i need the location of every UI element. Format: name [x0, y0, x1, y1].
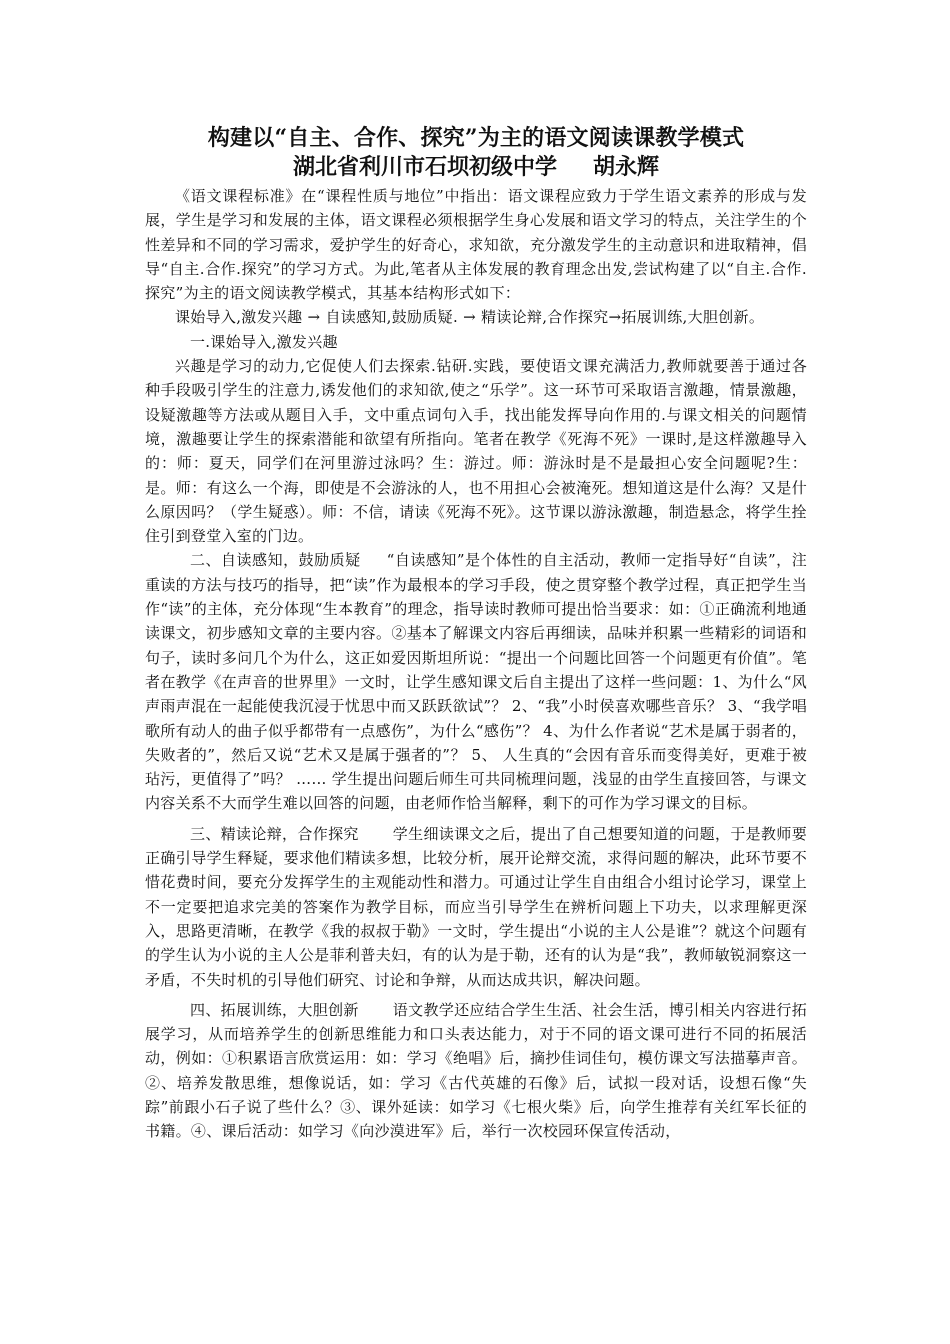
section-heading-4: 四、拓展训练，大胆创新: [190, 1000, 359, 1019]
author-name: 胡永辉: [593, 154, 660, 180]
paragraph-section-2: [145, 548, 807, 815]
school-name: 湖北省利川市石坝初级中学: [292, 154, 557, 180]
paragraph-section-1: 兴趣是学习的动力,它促使人们去探索.钻研.实践，要使语文课充满活力,教师就要善于通过各种手段吸引学生的注意力,诱发他们的求知欲,使之“乐学”。这一环节可采取语言激趣，情景激趣，设疑激趣等方法或从题目入手，文中重点词句入手，找出能发挥导向作用的.与课文相关的问题情境，激趣要让学生的探索潜能和欲望有所指向。笔者在教学《死海不死》一课时,是这样激趣导入的：师：夏天，同学们在河里游过泳吗？生：游过。师：游泳时是不是最担心安全问题呢?生：是。师：有这么一个海，即使是不会游泳的人，也不用担心会被淹死。想知道这是什么海？又是什么原因吗？（学生疑惑）。师：不信，请读《死海不死》。这节课以游泳激趣，制造悬念，将学生拴住引到登堂入室的门边。: [145, 357, 807, 546]
document-body: [145, 124, 807, 1144]
section-heading-1: 一.课始导入,激发兴趣: [190, 332, 338, 351]
section-text-3: 学生细读课文之后，提出了自己想要知道的问题，于是教师要正确引导学生释疑，要求他们精读多想，比较分析，展开论辩交流，求得问题的解决，此环节要不惜花费时间，要充分发挥学生的主观能动性和潜力。可通过让学生自由组合小组讨论学习，课堂上不一定要把追求完美的答案作为教学目标，而应当引导学生在辨析问题上下功夫，以求理解更深入，思路更清晰，在教学《我的叔叔于勒》一文时，学生提出“小说的主人公是谁”？就这个问题有的学生认为小说的主人公是菲利普夫妇，有的认为是于勒，还有的认为是“我”，教师敏锐洞察这一矛盾，不失时机的引导他们研究、讨论和争辩，从而达成共识，解决问题。: [145, 824, 807, 989]
section-text-4: 语文教学还应结合学生生活、社会生活，博引相关内容进行拓展学习，从而培养学生的创新思维能力和口头表达能力，对于不同的语文课可进行不同的拓展活动，例如：①积累语言欣赏运用：如：学习《绝唱》后，摘抄佳词佳句，模仿课文写法描摹声音。②、培养发散思维，想像说话，如：学习《古代英雄的石像》后，试拟一段对话，设想石像“失踪”前跟小石子说了些什么？③、课外延读：如学习《七根火柴》后，向学生推荐有关红军长征的书籍。④、课后活动：如学习《向沙漠进军》后，举行一次校园环保宣传活动，: [145, 1000, 807, 1141]
paragraph-section-3: [145, 822, 807, 992]
section-heading-2: 二、自读感知，鼓励质疑: [190, 551, 361, 570]
section-heading-3: 三、精读论辩，合作探究: [190, 824, 359, 843]
paragraph-structure: 课始导入,激发兴趣 → 自读感知,鼓励质疑. → 精读论辩,合作探究→拓展训练,大胆创新。: [175, 308, 765, 327]
document-title: 构建以“自主、合作、探究”为主的语文阅读课教学模式: [207, 125, 745, 151]
paragraph-intro: 《语文课程标准》在“课程性质与地位”中指出：语文课程应致力于学生语文素养的形成与发展，学生是学习和发展的主体，语文课程必须根据学生身心发展和语文学习的特点，关注学生的个性差异和不同的学习需求，爱护学生的好奇心，求知欲，充分激发学生的主动意识和进取精神，倡导“自主.合作.探究”的学习方式。为此,笔者从主体发展的教育理念出发,尝试构建了以“自主.合作.探究”为主的语文阅读教学模式，其基本结构形式如下：: [145, 187, 807, 303]
paragraph-section-4: [145, 998, 807, 1144]
author-line: [145, 153, 807, 182]
section-text-2: “自读感知”是个体性的自主活动，教师一定指导好“自读”，注重读的方法与技巧的指导，把“读”作为最根本的学习手段，使之贯穿整个教学过程，真正把学生当作“读”的主体，充分体现“生本教育”的理念，指导读时教师可提出恰当要求：如：①正确流利地通读课文，初步感知文章的主要内容。②基本了解课文内容后再细读，品味并积累一些精彩的词语和句子，读时多问几个为什么，这正如爱因斯坦所说：“提出一个问题比回答一个问题更有价值”。笔者在教学《在声音的世界里》一文时，让学生感知课文后自主提出了这样一些问题：1、为什么“风声雨声混在一起能使我沉浸于忧思中而又跃跃欲试”？ 2、“我”小时侯喜欢哪些音乐？ 3、“我学唱歌所有动人的曲子似乎都带有一点感伤”，为什么“感伤”？ 4、为什么作者说“艺术是属于弱者的，失败者的”，然后又说“艺术又是属于强者的”？ 5、 人生真的“会因有音乐而变得美好，更难于被玷污，更值得了”吗？ …… 学生提出问题后师生可共同梳理问题，浅显的由学生直接回答，与课文内容关系不大而学生难以回答的问题，由老师作恰当解释，剩下的可作为学习课文的目标。: [145, 551, 807, 813]
